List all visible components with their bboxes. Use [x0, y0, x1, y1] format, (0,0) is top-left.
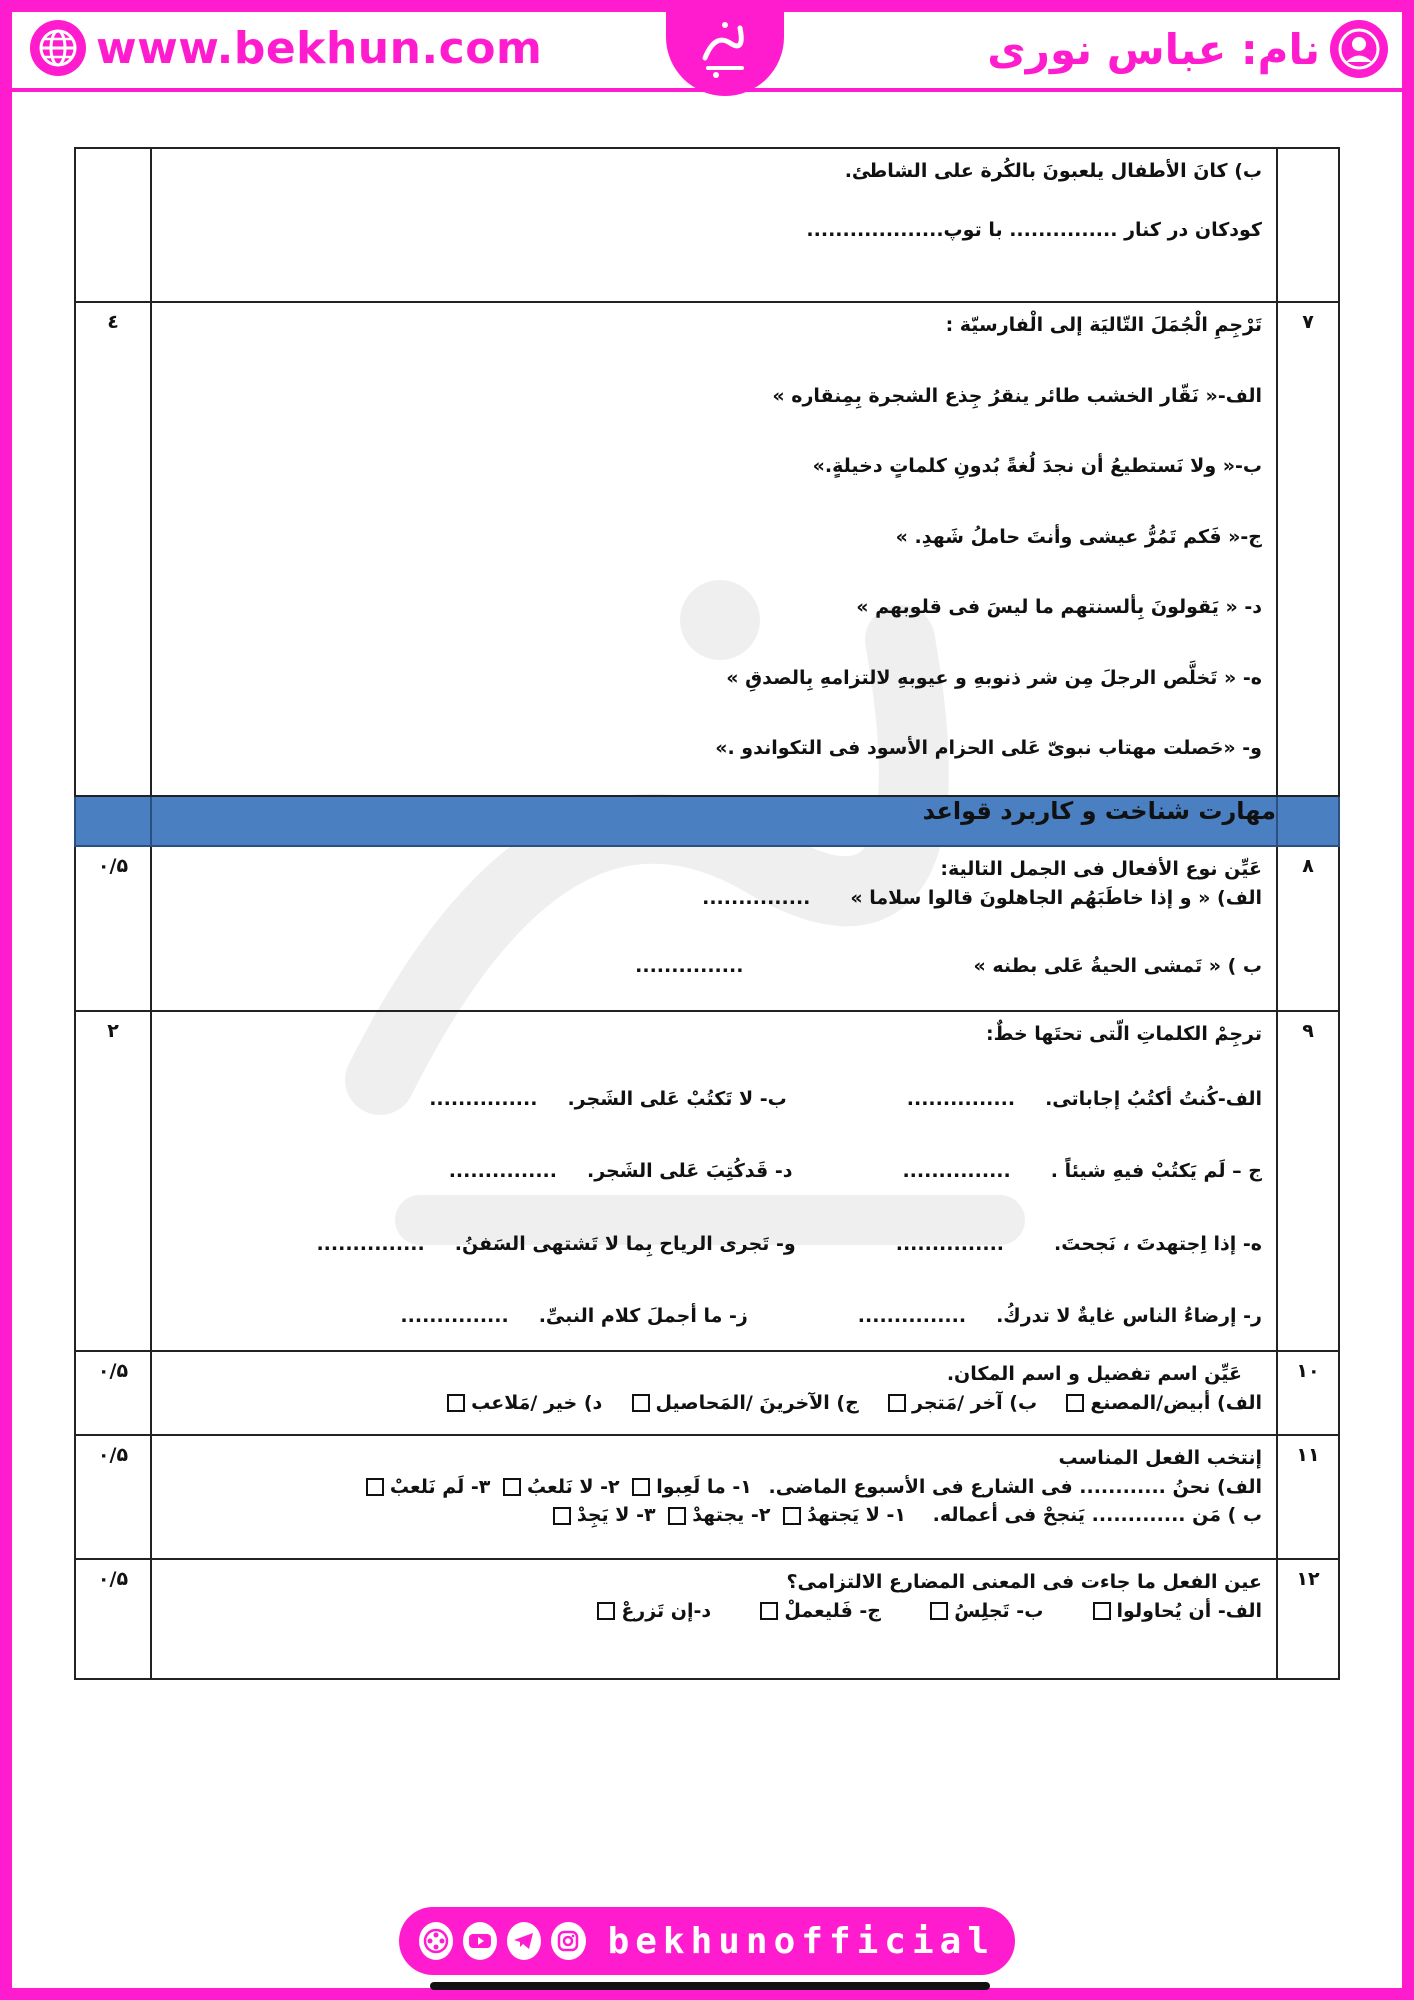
question-number: ۱۲	[1277, 1559, 1339, 1679]
question-instruction: عَیِّن نوع الأفعال فی الجمل التالیة:	[940, 858, 1262, 880]
option-label: ج- فَلیعملْ	[784, 1599, 881, 1622]
site-url: www.bekhun.com	[96, 22, 543, 74]
exam-table	[74, 147, 1340, 1680]
option-checkbox[interactable]	[1066, 1394, 1084, 1412]
telegram-icon[interactable]	[507, 1922, 541, 1960]
answer-blank[interactable]: ...............	[448, 1160, 557, 1182]
globe-icon	[30, 20, 86, 76]
option-checkbox[interactable]	[930, 1602, 948, 1620]
name-label: نام: عباس نوری	[987, 24, 1320, 74]
option-label: ۳- لا یَجِدْ	[576, 1504, 656, 1526]
score	[75, 148, 151, 302]
answer-blank[interactable]: ...............	[906, 1087, 1016, 1110]
score: ۰/۵	[75, 1351, 151, 1435]
table-row	[75, 1559, 1339, 1679]
list-item: الف-كُنتُ أكتُبُ إجاباتی.	[1045, 1087, 1262, 1110]
option-label: ۱- ما لَعِبوا	[656, 1475, 752, 1498]
option-label: ب- تَجلِسُ	[954, 1599, 1044, 1622]
score: ٤	[75, 302, 151, 796]
option-label: ب) آخر /مَتجر	[912, 1391, 1038, 1414]
option-label: ج) الآخرینَ /المَحاصیل	[655, 1391, 859, 1414]
list-item: د- قَدكُتِبَ عَلى الشَجر.	[586, 1160, 793, 1182]
answer-blank[interactable]: ...............	[635, 955, 744, 977]
option-label: ۲- یجتهدْ	[692, 1504, 771, 1526]
page-header	[12, 12, 1402, 88]
question-body	[151, 846, 1277, 1011]
list-item: د- « یَقولونَ بِألسنتهم ما لیسَ فی قلوبهم »	[856, 596, 1262, 618]
question-body	[151, 148, 1277, 302]
youtube-icon[interactable]	[463, 1922, 497, 1960]
sentence-text: ب) كانَ الأطفال يلعبونَ بالكُرة على الشاطئ.	[844, 160, 1262, 182]
answer-blank[interactable]: ...............	[857, 1305, 967, 1327]
list-item: ه- إذا اِجتهدتَ ، نَجحتَ.	[1054, 1232, 1262, 1255]
question-body	[151, 1559, 1277, 1679]
score: ۰/۵	[75, 1559, 151, 1679]
option-checkbox[interactable]	[597, 1602, 615, 1620]
question-instruction: ترجِمْ الكلماتِ الّتی تحتَها خطٌ:	[986, 1023, 1262, 1045]
list-item: ب- لا تَكتُبْ عَلى الشَجر.	[567, 1087, 787, 1110]
table-row	[75, 148, 1339, 302]
option-checkbox[interactable]	[632, 1394, 650, 1412]
site-link[interactable]	[30, 20, 542, 76]
option-label: د) خیر /مَلاعب	[471, 1391, 603, 1414]
option-checkbox[interactable]	[760, 1602, 778, 1620]
list-item: ج-« فَكم تَمُرُّ عیشی وأنتَ حاملُ شَهدِ. »	[895, 525, 1262, 548]
student-name	[987, 20, 1388, 78]
answer-blank[interactable]: ...............	[895, 1232, 1005, 1255]
option-label: الف- أن یُحاولوا	[1116, 1599, 1262, 1622]
question-number: ۱۰	[1277, 1351, 1339, 1435]
option-checkbox[interactable]	[553, 1507, 571, 1525]
option-label: د-إن تَزرعْ	[621, 1599, 712, 1622]
social-footer[interactable]	[399, 1907, 1015, 1975]
question-body	[151, 1351, 1277, 1435]
question-number: ۹	[1277, 1011, 1339, 1351]
answer-blank[interactable]: ...............	[702, 886, 811, 909]
question-instruction: إنتخب الفعل المناسب	[1058, 1447, 1262, 1469]
bekhun-logo	[666, 0, 784, 96]
list-item: ه- « تَخلَّص الرجلَ مِن شر ذنوبهِ و عیوبهِ لالتزامهِ بِالصدقِ »	[726, 666, 1262, 689]
question-instruction: تَرْجِمِ الْجُمَلَ التّالیَة إلى الْفارسیّة :	[945, 314, 1262, 336]
list-item: الف-« نَقّار الخشب طائر ینقرُ جِذع الشجرة بِمِنقاره »	[772, 384, 1262, 407]
table-row	[75, 1011, 1339, 1351]
table-row	[75, 302, 1339, 796]
list-item: و- تَجری الریاح بِما لا تَشتهی السَفنُ.	[454, 1232, 796, 1255]
question-instruction: عین الفعل ما جاءت فی المعنی المضارع الالتزامی؟	[786, 1571, 1262, 1593]
answer-blank[interactable]: ...............	[400, 1305, 509, 1327]
answer-blank[interactable]: ...............	[316, 1232, 425, 1255]
list-item: ج – لَم یَكتُبْ فیهِ شیئاً .	[1050, 1160, 1262, 1182]
option-checkbox[interactable]	[783, 1507, 801, 1525]
answer-line: كودكان در كنار ............... با توپ...................	[806, 218, 1262, 241]
social-handle: bekhunofficial	[607, 1920, 995, 1962]
table-row	[75, 846, 1339, 1011]
option-label: ۱- لا یَجتهدُ	[807, 1504, 907, 1526]
question-number	[1277, 148, 1339, 302]
answer-blank[interactable]: ...............	[902, 1160, 1011, 1182]
option-checkbox[interactable]	[503, 1478, 521, 1496]
option-checkbox[interactable]	[447, 1394, 465, 1412]
option-label: ۲- لا نَلعبُ	[526, 1475, 620, 1498]
list-item: و- «حَصلت مهتاب نبویّ عَلى الحزام الأسود فی التكواندو .»	[715, 737, 1262, 759]
score: ۰/۵	[75, 846, 151, 1011]
instagram-icon[interactable]	[551, 1922, 585, 1960]
film-reel-icon[interactable]	[419, 1922, 453, 1960]
option-checkbox[interactable]	[668, 1507, 686, 1525]
option-label: الف) أبیض/المصنع	[1090, 1391, 1262, 1414]
answer-blank[interactable]: ...............	[429, 1087, 538, 1110]
table-row	[75, 1435, 1339, 1559]
question-number: ۱۱	[1277, 1435, 1339, 1559]
user-icon	[1330, 20, 1388, 78]
list-item: ر- إرضاءُ الناس غایةٌ لا تدركُ.	[996, 1305, 1262, 1327]
option-checkbox[interactable]	[632, 1478, 650, 1496]
question-instruction: عَیِّن اسم تفضیل و اسم المكان.	[946, 1363, 1242, 1385]
section-title: مهارت شناخت و کاربرد قواعد	[151, 796, 1277, 846]
list-item: الف) نحنُ ............ فی الشارع فی الأسبوع الماضی.	[768, 1475, 1262, 1498]
list-item: ب ) مَن ............. یَنجحْ فی أعماله.	[932, 1504, 1262, 1526]
footer-shadow	[430, 1982, 990, 1990]
score: ۰/۵	[75, 1435, 151, 1559]
list-item: ز- ما أجملَ كلام النبیِّ.	[538, 1305, 748, 1327]
option-checkbox[interactable]	[888, 1394, 906, 1412]
option-checkbox[interactable]	[1093, 1602, 1111, 1620]
option-checkbox[interactable]	[366, 1478, 384, 1496]
question-body	[151, 302, 1277, 796]
list-item: الف) « و إذا خاطَبَهُم الجاهلونَ قالوا سلاما »	[850, 886, 1262, 909]
list-item: ب-« ولا نَستطیعُ أن نجدَ لُغةً بُدونِ كلماتٍ دخیلةٍ.»	[812, 455, 1262, 477]
section-header	[75, 796, 1339, 846]
question-body	[151, 1435, 1277, 1559]
table-row	[75, 1351, 1339, 1435]
question-number: ۷	[1277, 302, 1339, 796]
option-label: ۳- لَم نَلعبْ	[389, 1475, 491, 1498]
question-number: ۸	[1277, 846, 1339, 1011]
score: ۲	[75, 1011, 151, 1351]
question-body	[151, 1011, 1277, 1351]
list-item: ب ) « تَمشی الحیةُ عَلى بطنه »	[973, 955, 1262, 977]
